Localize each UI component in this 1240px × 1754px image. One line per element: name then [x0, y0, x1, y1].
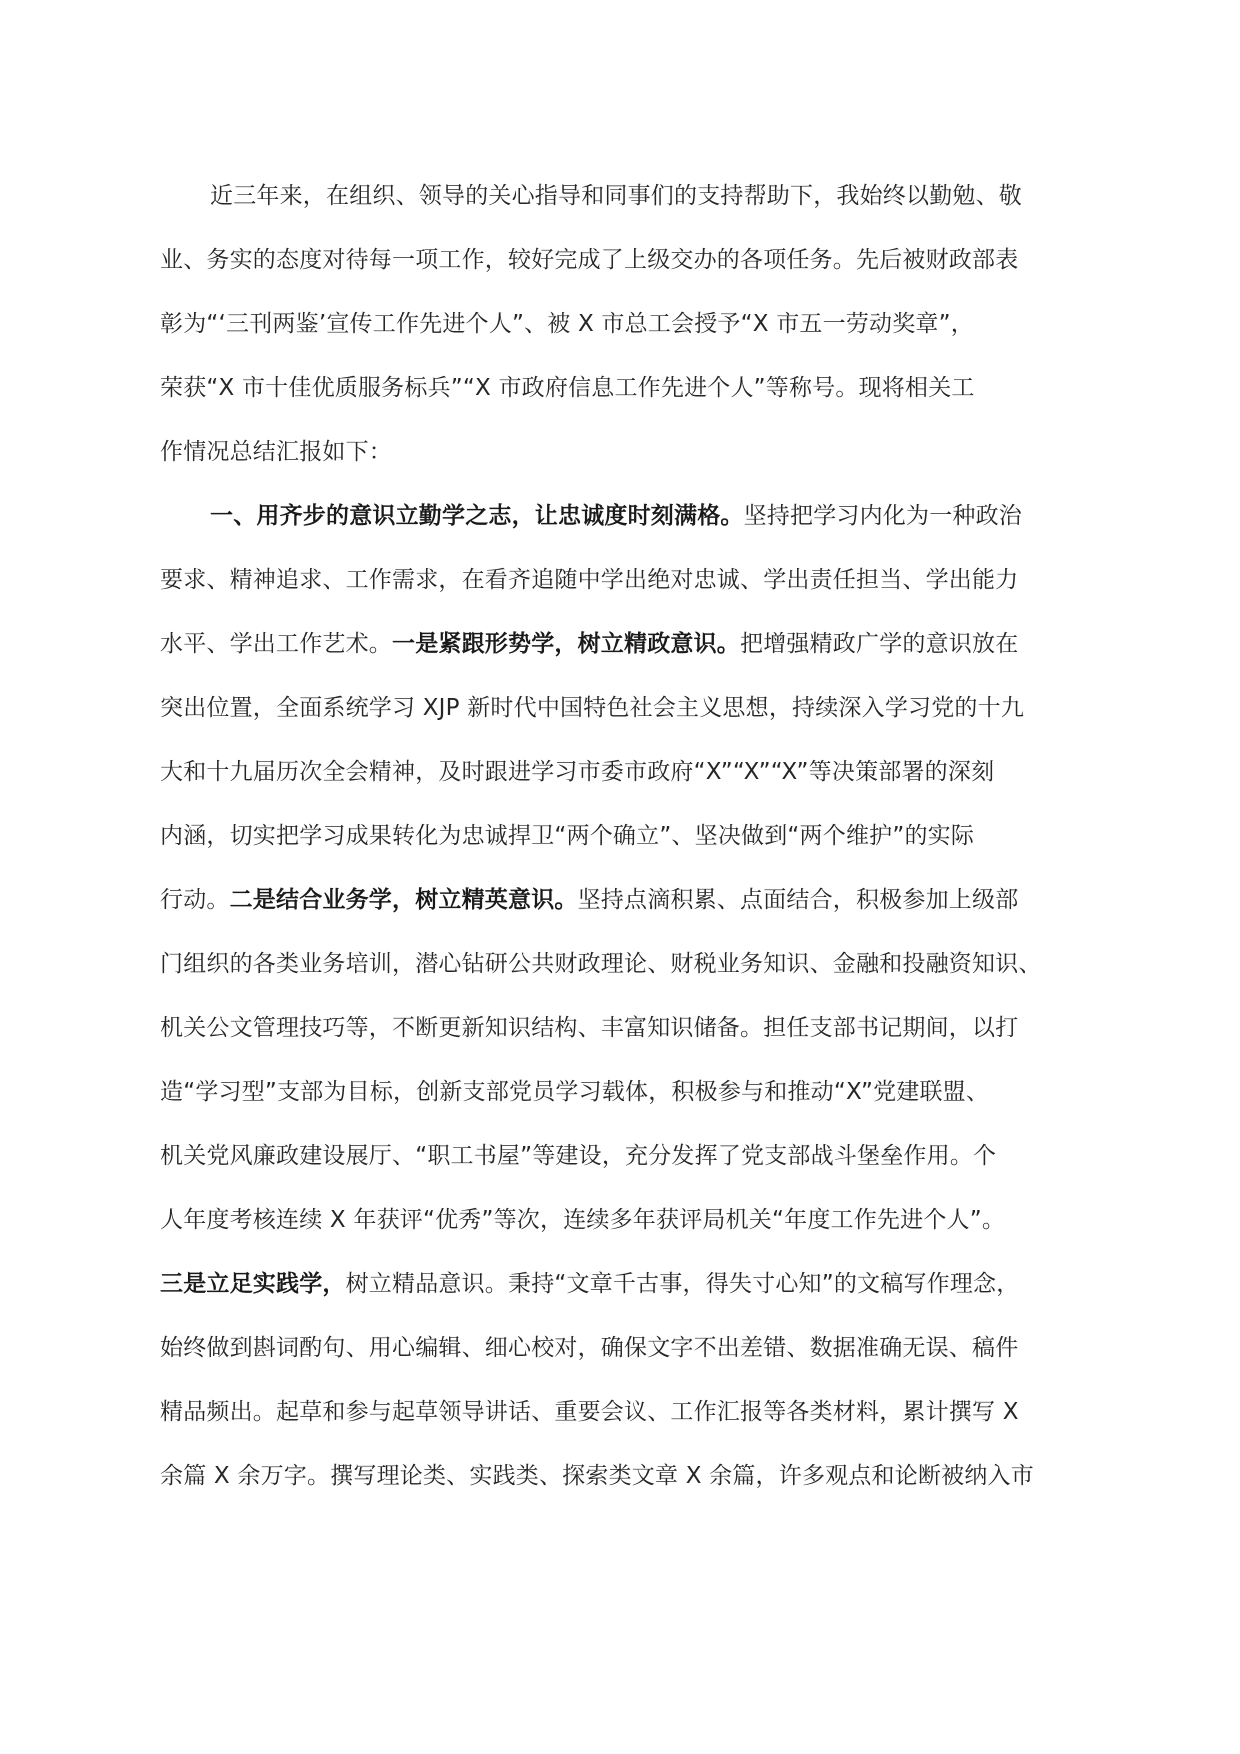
text-line [160, 562, 1110, 626]
body-text: 水平、学出工作艺术。 [160, 631, 392, 657]
text-line [160, 946, 1110, 1010]
text-line [160, 1010, 1110, 1074]
text-line [160, 1138, 1110, 1202]
text-line [160, 626, 1110, 690]
body-text: 大和十九届历次全会精神，及时跟进学习市委市政府“X”“X”“X”等决策部署的深刻 [160, 759, 995, 785]
text-line [160, 1266, 1110, 1330]
body-text: 机关党风廉政建设展厅、“职工书屋”等建设，充分发挥了党支部战斗堡垒作用。个 [160, 1143, 997, 1169]
text-line [160, 690, 1110, 754]
text-line [160, 818, 1110, 882]
body-text: 机关公文管理技巧等，不断更新知识结构、丰富知识储备。担任支部书记期间，以打 [160, 1015, 1019, 1041]
body-text: 突出位置，全面系统学习 XJP 新时代中国特色社会主义思想，持续深入学习党的十九 [160, 695, 1025, 721]
body-text: 树立精品意识。秉持“文章千古事，得失寸心知”的文稿写作理念， [345, 1271, 1020, 1297]
document-body [160, 178, 1110, 1522]
body-text: 人年度考核连续 X 年获评“优秀”等次，连续多年获评局机关“年度工作先进个人”。 [160, 1207, 1006, 1233]
text-line [160, 1202, 1110, 1266]
body-text: 作情况总结汇报如下： [160, 439, 392, 465]
body-text: 始终做到斟词酌句、用心编辑、细心校对，确保文字不出差错、数据准确无误、稿件 [160, 1335, 1019, 1361]
body-text: 近三年来，在组织、领导的关心指导和同事们的支持帮助下，我始终以勤勉、敬 [210, 183, 1022, 209]
bold-heading-text: 一、用齐步的意识立勤学之志，让忠诚度时刻满格。 [210, 503, 744, 529]
text-line [160, 178, 1110, 242]
body-text: 内涵，切实把学习成果转化为忠诚捍卫“两个确立”、坚决做到“两个维护”的实际 [160, 823, 975, 849]
text-line [160, 370, 1110, 434]
text-line [160, 498, 1110, 562]
text-line [160, 242, 1110, 306]
text-line [160, 434, 1110, 498]
body-text: 业、务实的态度对待每一项工作，较好完成了上级交办的各项任务。先后被财政部表 [160, 247, 1019, 273]
body-text: 门组织的各类业务培训，潜心钻研公共财政理论、财税业务知识、金融和投融资知识、 [160, 951, 1042, 977]
body-text: 坚持点滴积累、点面结合，积极参加上级部 [577, 887, 1019, 913]
body-text: 余篇 X 余万字。撰写理论类、实践类、探索类文章 X 余篇，许多观点和论断被纳入市 [160, 1463, 1034, 1489]
body-text: 把增强精政广学的意识放在 [740, 631, 1019, 657]
body-text: 要求、精神追求、工作需求，在看齐追随中学出绝对忠诚、学出责任担当、学出能力 [160, 567, 1019, 593]
text-line [160, 754, 1110, 818]
text-line [160, 1394, 1110, 1458]
text-line [160, 1074, 1110, 1138]
text-line [160, 1330, 1110, 1394]
body-text: 彰为“‘三刊两鉴’宣传工作先进个人”、被 X 市总工会授予“X 市五一劳动奖章”， [160, 311, 974, 337]
bold-heading-text: 三是立足实践学， [160, 1271, 346, 1297]
body-text: 坚持把学习内化为一种政治 [743, 503, 1023, 529]
text-line [160, 1458, 1110, 1522]
bold-heading-text: 二是结合业务学，树立精英意识。 [229, 887, 578, 913]
body-text: 荣获“X 市十佳优质服务标兵”“X 市政府信息工作先进个人”等称号。现将相关工 [160, 375, 975, 401]
text-line [160, 306, 1110, 370]
body-text: 造“学习型”支部为目标，创新支部党员学习载体，积极参与和推动“X”党建联盟、 [160, 1079, 990, 1105]
text-line [160, 882, 1110, 946]
body-text: 精品频出。起草和参与起草领导讲话、重要会议、工作汇报等各类材料，累计撰写 X [160, 1399, 1019, 1425]
bold-heading-text: 一是紧跟形势学，树立精政意识。 [392, 631, 740, 657]
body-text: 行动。 [160, 887, 230, 913]
